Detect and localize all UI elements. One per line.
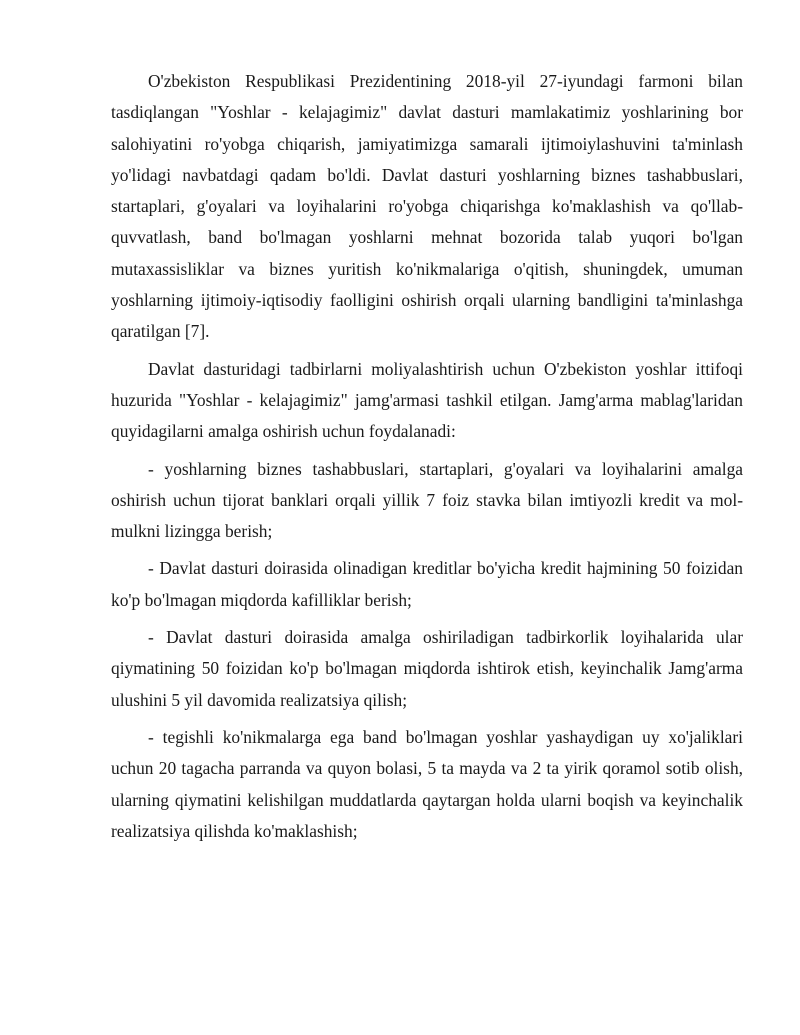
list-item-preferential-credit: - yoshlarning biznes tashabbuslari, startaplari, g'oyalari va loyihalarini amalga oshirish uchun tijorat banklari orqali yillik 7 foiz stavka bilan imtiyozli kredit va mol-mulkni lizingga berish; [111, 458, 743, 542]
document-page [111, 66, 743, 847]
list-item-guarantees: - Davlat dasturi doirasida olinadigan kreditlar bo'yicha kredit hajmining 50 foizidan ko'p bo'lmagan miqdorda kafilliklar berish; [111, 558, 743, 610]
list-item-equity-participation: - Davlat dasturi doirasida amalga oshiriladigan tadbirkorlik loyihalarida ular qiymatining 50 foizidan ko'p bo'lmagan miqdorda ishtirok etish, keyinchalik Jamg'arma ulushini 5 yil davomida realizatsiya qilish; [111, 627, 743, 710]
paragraph-fund-financing: Davlat dasturidagi tadbirlarni moliyalashtirish uchun O'zbekiston yoshlar ittifoqi huzurida "Yoshlar - kelajagimiz" jamg'armasi tashkil etilgan. Jamg'arma mablag'laridan quyidagilarni amalga oshirish uchun foydalanadi: [111, 358, 743, 442]
paragraph-program-intro: O'zbekiston Respublikasi Prezidentining 2018-yil 27-iyundagi farmoni bilan tasdiqlangan "Yoshlar - kelajagimiz" davlat dasturi mamlakatimiz yoshlarining bor salohiyatini ro'yobga chiqarish, jamiyatimizga samarali ijtimoiylashuvini ta'minlash yo'lidagi navbatdagi qadam bo'ldi. Davlat dasturi yoshlarning biznes tashabbuslari, startaplari, g'oyalari va loyihalarini ro'yobga chiqarishga ko'maklashish va qo'llab-quvvatlash, band bo'lmagan yoshlarni mehnat bozorida talab yuqori bo'lgan mutaxassisliklar va biznes yuritish ko'nikmalariga o'qitish, shuningdek, umuman yoshlarning ijtimoiy-iqtisodiy faolligini oshirish orqali ularning bandligini ta'minlashga qaratilgan [7]. [111, 71, 743, 342]
list-item-household-livestock: - tegishli ko'nikmalarga ega band bo'lmagan yoshlar yashaydigan uy xo'jaliklari uchun 20 tagacha parranda va quyon bolasi, 5 ta mayda va 2 ta yirik qoramol sotib olish, ularning qiymatini kelishilgan muddatlarda qaytargan holda ularni boqish va keyinchalik realizatsiya qilishda ko'maklashish; [111, 726, 743, 841]
